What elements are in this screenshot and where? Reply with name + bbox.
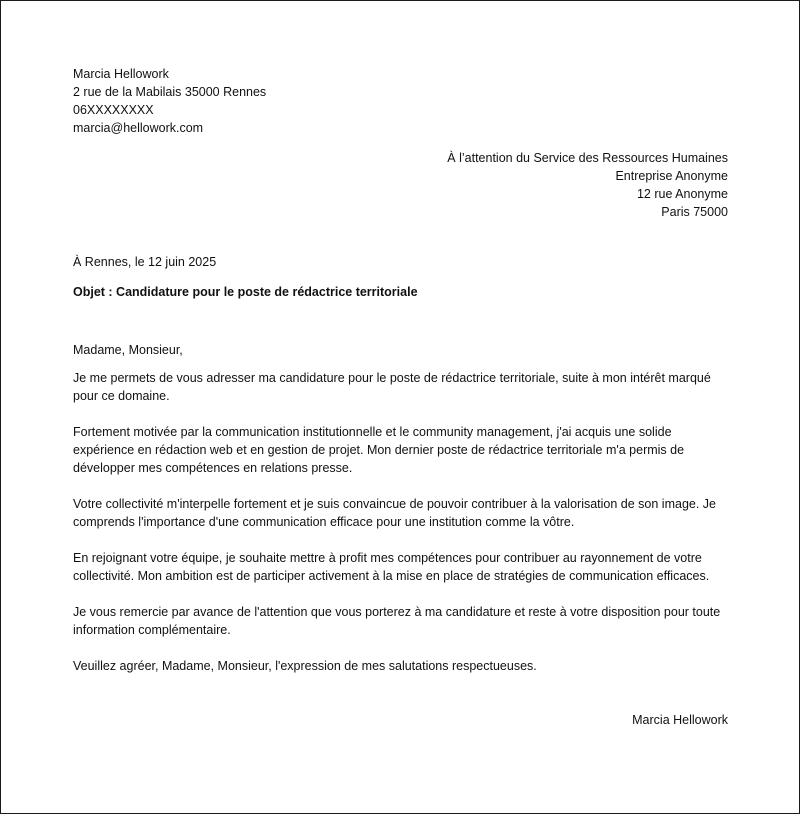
sender-address: 2 rue de la Mabilais 35000 Rennes	[73, 85, 267, 99]
recipient-city: Paris 75000	[661, 205, 728, 219]
subject-line: Objet : Candidature pour le poste de rédactrice territoriale	[73, 285, 418, 299]
paragraph-ambition: En rejoignant votre équipe, je souhaite mettre à profit mes compétences pour contribuer au rayonnement de votre collectivité. Mon ambition est de participer activement à la mise en place de stratégies de communication efficaces.	[73, 551, 710, 583]
recipient-street: 12 rue Anonyme	[636, 187, 728, 201]
signature: Marcia Hellowork	[632, 713, 728, 727]
sender-email: marcia@hellowork.com	[73, 121, 204, 135]
date-line: À Rennes, le 12 juin 2025	[73, 255, 217, 269]
closing-formula: Veuillez agréer, Madame, Monsieur, l'expression de mes salutations respectueuses.	[73, 659, 537, 673]
letter-body	[73, 65, 728, 729]
paragraph-intro: Je me permets de vous adresser ma candidature pour le poste de rédactrice territoriale, suite à mon intérêt marqué pour ce domaine.	[73, 371, 711, 403]
paragraph-experience: Fortement motivée par la communication institutionnelle et le community management, j'ai acquis une solide expérience en rédaction web et en gestion de projet. Mon dernier poste de rédactrice territoriale m'a permis de développer mes compétences en relations presse.	[73, 425, 685, 475]
sender-block	[73, 65, 728, 137]
sender-name: Marcia Hellowork	[73, 67, 169, 81]
recipient-company: Entreprise Anonyme	[615, 169, 728, 183]
paragraph-motivation: Votre collectivité m'interpelle fortement et je suis convaincue de pouvoir contribuer à la valorisation de son image. Je comprends l'importance d'une communication efficace pour une institution comme la vôtre.	[73, 497, 717, 529]
salutation: Madame, Monsieur,	[73, 343, 183, 357]
sender-phone: 06XXXXXXXX	[73, 103, 154, 117]
paragraph-thanks: Je vous remercie par avance de l'attention que vous porterez à ma candidature et reste à votre disposition pour toute information complémentaire.	[73, 605, 721, 637]
recipient-attention: À l’attention du Service des Ressources Humaines	[447, 151, 728, 165]
recipient-block	[73, 149, 728, 221]
